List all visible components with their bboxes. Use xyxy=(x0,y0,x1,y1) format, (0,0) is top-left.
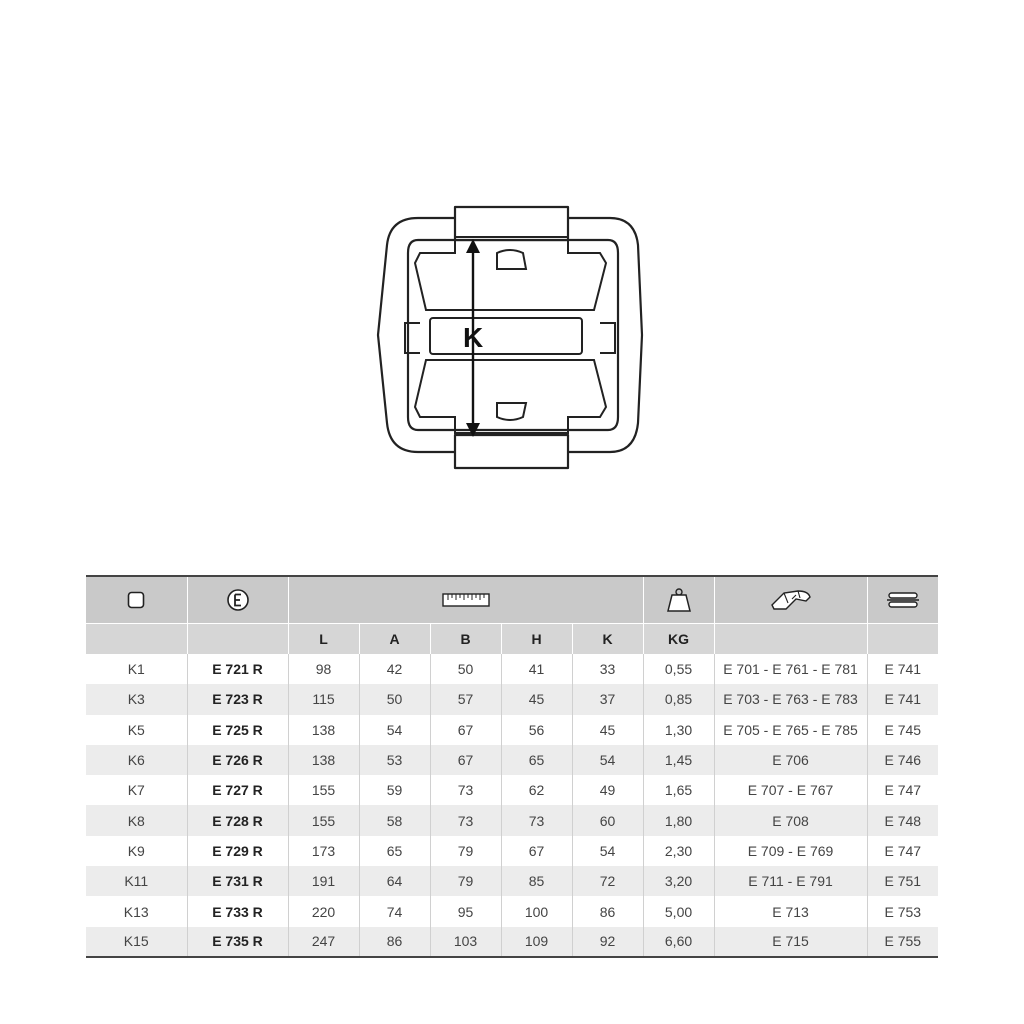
weight-cell: 3,20 xyxy=(643,866,714,896)
k-cell: 37 xyxy=(572,684,643,714)
h-cell: 85 xyxy=(501,866,572,896)
a-cell: 64 xyxy=(359,866,430,896)
weight-column-header xyxy=(643,576,714,624)
a-cell: 58 xyxy=(359,805,430,835)
tooth-column-header xyxy=(714,576,867,624)
a-cell: 42 xyxy=(359,654,430,684)
pin-cell: E 755 xyxy=(867,927,938,957)
dimensions-column-header xyxy=(288,576,643,624)
model-cell: K7 xyxy=(86,775,187,805)
h-cell: 41 xyxy=(501,654,572,684)
pin-cell: E 747 xyxy=(867,836,938,866)
model-cell: K8 xyxy=(86,805,187,835)
compatible-teeth-cell: E 707 - E 767 xyxy=(714,775,867,805)
top-tab xyxy=(455,207,568,240)
weight-cell: 0,85 xyxy=(643,684,714,714)
b-cell: 67 xyxy=(430,715,501,745)
table-row xyxy=(86,715,938,745)
table-row xyxy=(86,775,938,805)
weight-icon xyxy=(666,587,692,613)
esco-code-cell: E 733 R xyxy=(187,896,288,926)
h-cell: 45 xyxy=(501,684,572,714)
length-cell: 155 xyxy=(288,805,359,835)
bottom-tab xyxy=(455,435,568,468)
k-cell: 45 xyxy=(572,715,643,745)
compatible-teeth-cell: E 713 xyxy=(714,896,867,926)
length-cell: 173 xyxy=(288,836,359,866)
compatible-teeth-cell: E 708 xyxy=(714,805,867,835)
compatible-teeth-cell: E 711 - E 791 xyxy=(714,866,867,896)
a-cell: 86 xyxy=(359,927,430,957)
length-cell: 115 xyxy=(288,684,359,714)
a-cell: 50 xyxy=(359,684,430,714)
esco-code-cell: E 726 R xyxy=(187,745,288,775)
a-cell: 59 xyxy=(359,775,430,805)
esco-code-cell: E 723 R xyxy=(187,684,288,714)
empty-subheader xyxy=(867,624,938,655)
esco-code-cell: E 728 R xyxy=(187,805,288,835)
length-cell: 191 xyxy=(288,866,359,896)
compatible-teeth-cell: E 705 - E 765 - E 785 xyxy=(714,715,867,745)
k-cell: 49 xyxy=(572,775,643,805)
table-row xyxy=(86,927,938,957)
pin-cell: E 747 xyxy=(867,775,938,805)
table-row xyxy=(86,745,938,775)
h-cell: 67 xyxy=(501,836,572,866)
pin-cell: E 746 xyxy=(867,745,938,775)
b-cell: 67 xyxy=(430,745,501,775)
h-cell: 109 xyxy=(501,927,572,957)
model-cell: K5 xyxy=(86,715,187,745)
esco-code-cell: E 727 R xyxy=(187,775,288,805)
k-cell: 60 xyxy=(572,805,643,835)
esco-code-cell: E 735 R xyxy=(187,927,288,957)
length-cell: 220 xyxy=(288,896,359,926)
pin-column-header xyxy=(867,576,938,624)
a-cell: 53 xyxy=(359,745,430,775)
b-cell: 95 xyxy=(430,896,501,926)
empty-subheader xyxy=(714,624,867,655)
model-cell: K13 xyxy=(86,896,187,926)
compatible-teeth-cell: E 701 - E 761 - E 781 xyxy=(714,654,867,684)
esco-code-cell: E 721 R xyxy=(187,654,288,684)
length-cell: 138 xyxy=(288,745,359,775)
b-cell: 103 xyxy=(430,927,501,957)
square-icon xyxy=(127,591,145,609)
esco-code-column-header xyxy=(187,576,288,624)
model-column-header xyxy=(86,576,187,624)
subheader-a: A xyxy=(359,624,430,655)
pin-cell: E 741 xyxy=(867,684,938,714)
tooth-icon xyxy=(768,587,814,613)
b-cell: 73 xyxy=(430,775,501,805)
b-cell: 57 xyxy=(430,684,501,714)
weight-cell: 5,00 xyxy=(643,896,714,926)
empty-subheader xyxy=(86,624,187,655)
a-cell: 65 xyxy=(359,836,430,866)
pin-cell: E 753 xyxy=(867,896,938,926)
length-cell: 247 xyxy=(288,927,359,957)
icon-header-row xyxy=(86,576,938,624)
h-cell: 62 xyxy=(501,775,572,805)
compatible-teeth-cell: E 715 xyxy=(714,927,867,957)
model-cell: K1 xyxy=(86,654,187,684)
model-cell: K11 xyxy=(86,866,187,896)
pin-cell: E 745 xyxy=(867,715,938,745)
table-row xyxy=(86,896,938,926)
h-cell: 73 xyxy=(501,805,572,835)
e-circle-icon xyxy=(226,588,250,612)
pin-slot xyxy=(430,318,582,354)
compatible-teeth-cell: E 706 xyxy=(714,745,867,775)
model-cell: K3 xyxy=(86,684,187,714)
b-cell: 73 xyxy=(430,805,501,835)
empty-subheader xyxy=(187,624,288,655)
pin-cell: E 741 xyxy=(867,654,938,684)
table-row xyxy=(86,684,938,714)
a-cell: 74 xyxy=(359,896,430,926)
table-row xyxy=(86,866,938,896)
subheader-b: B xyxy=(430,624,501,655)
model-cell: K9 xyxy=(86,836,187,866)
table-row xyxy=(86,836,938,866)
dimension-k-label: K xyxy=(463,322,484,353)
subheader-kg: KG xyxy=(643,624,714,655)
weight-cell: 0,55 xyxy=(643,654,714,684)
length-cell: 155 xyxy=(288,775,359,805)
weight-cell: 1,80 xyxy=(643,805,714,835)
weight-cell: 6,60 xyxy=(643,927,714,957)
esco-code-cell: E 725 R xyxy=(187,715,288,745)
pin-cell: E 748 xyxy=(867,805,938,835)
b-cell: 50 xyxy=(430,654,501,684)
pin-cell: E 751 xyxy=(867,866,938,896)
esco-code-cell: E 729 R xyxy=(187,836,288,866)
compatible-teeth-cell: E 703 - E 763 - E 783 xyxy=(714,684,867,714)
table-row xyxy=(86,654,938,684)
length-cell: 98 xyxy=(288,654,359,684)
k-cell: 54 xyxy=(572,836,643,866)
adapter-spec-table xyxy=(86,575,938,958)
subheader-l: L xyxy=(288,624,359,655)
b-cell: 79 xyxy=(430,836,501,866)
h-cell: 65 xyxy=(501,745,572,775)
k-cell: 86 xyxy=(572,896,643,926)
table-row xyxy=(86,805,938,835)
a-cell: 54 xyxy=(359,715,430,745)
model-cell: K6 xyxy=(86,745,187,775)
k-cell: 72 xyxy=(572,866,643,896)
ruler-icon xyxy=(442,593,490,607)
weight-cell: 1,30 xyxy=(643,715,714,745)
subheader-h: H xyxy=(501,624,572,655)
esco-code-cell: E 731 R xyxy=(187,866,288,896)
k-cell: 54 xyxy=(572,745,643,775)
weight-cell: 1,45 xyxy=(643,745,714,775)
subheader-k: K xyxy=(572,624,643,655)
weight-cell: 2,30 xyxy=(643,836,714,866)
k-cell: 92 xyxy=(572,927,643,957)
k-cell: 33 xyxy=(572,654,643,684)
length-cell: 138 xyxy=(288,715,359,745)
unit-header-row xyxy=(86,624,938,655)
adapter-front-view-diagram xyxy=(360,195,660,485)
model-cell: K15 xyxy=(86,927,187,957)
compatible-teeth-cell: E 709 - E 769 xyxy=(714,836,867,866)
weight-cell: 1,65 xyxy=(643,775,714,805)
h-cell: 100 xyxy=(501,896,572,926)
pin-icon xyxy=(886,591,920,609)
h-cell: 56 xyxy=(501,715,572,745)
b-cell: 79 xyxy=(430,866,501,896)
